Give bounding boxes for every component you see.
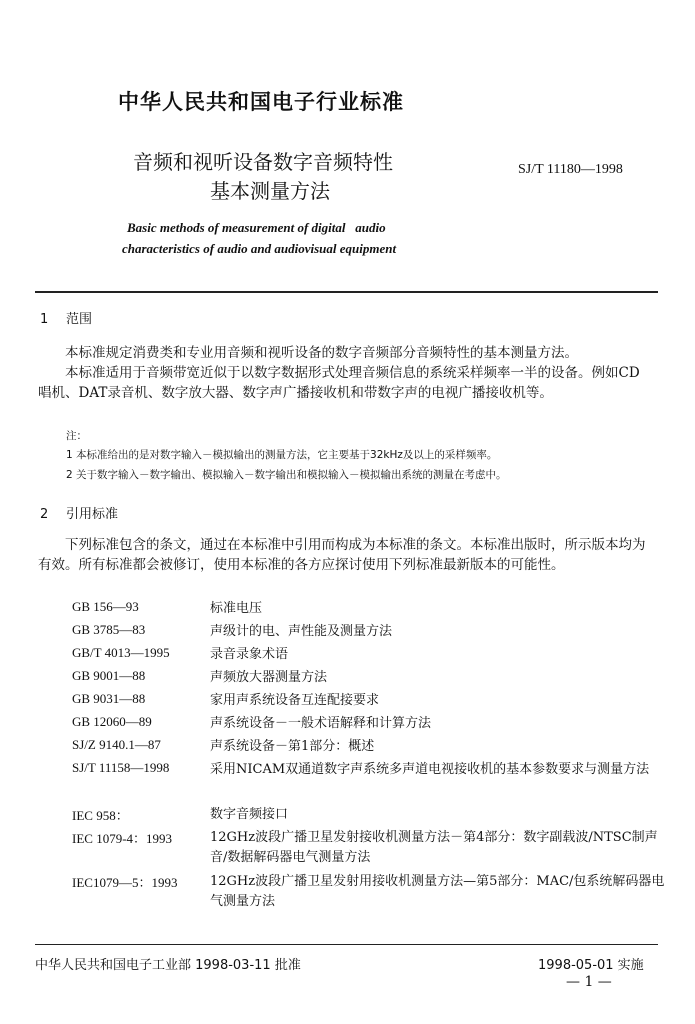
title-line-2: 基本测量方法 [210, 179, 330, 203]
note-label: 注： [66, 430, 87, 442]
footer-divider [35, 944, 658, 945]
section-2-heading [40, 503, 118, 522]
standard-code: IEC1079—5：1993 [72, 875, 178, 890]
page-number: — 1 — [566, 974, 612, 990]
approval-line: 中华人民共和国电子工业部 1998-03-11 批准 [35, 958, 301, 973]
references-intro: 下列标准包含的条文，通过在本标准中引用而构成为本标准的条文。本标准出版时，所示版本均为有效。所有标准都会被修订，使用本标准的各方应探讨使用下列标准最新版本的可能性。 [38, 537, 646, 573]
standard-code: SJ/Z 9140.1—87 [72, 737, 161, 752]
section-1-heading [40, 308, 92, 327]
standard-title: 采用NICAM双通道数字声系统多声道电视接收机的基本参数要求与测量方法 [210, 762, 650, 777]
standard-title: 12GHz波段广播卫星发射用接收机测量方法—第5部分：MAC/包系统解码器电气测量方法 [210, 874, 665, 909]
standard-title: 声系统设备－第1部分：概述 [210, 739, 375, 754]
standard-code: SJ/T 11180—1998 [518, 162, 623, 177]
standard-code: GB 9001—88 [72, 668, 146, 683]
section-1-number: 1 [40, 312, 49, 327]
standard-code: IEC 1079-4：1993 [72, 831, 173, 846]
standard-title: 声系统设备－一般术语解释和计算方法 [210, 716, 432, 731]
standard-title: 数字音频接口 [210, 807, 289, 822]
standard-title: 录音录象术语 [210, 647, 289, 662]
standard-title: 12GHz波段广播卫星发射接收机测量方法－第4部分：数字副载波/NTSC制声音/数据解码器电气测量方法 [210, 830, 658, 865]
section-2-intro [38, 535, 650, 575]
standard-code: GB 12060—89 [72, 714, 152, 729]
scope-paragraph-1: 本标准规定消费类和专业用音频和视听设备的数字音频部分音频特性的基本测量方法。 [65, 345, 578, 361]
section-1-title: 范围 [66, 312, 93, 327]
standard-title: 声级计的电、声性能及测量方法 [210, 624, 393, 639]
standard-code: SJ/T 11158—1998 [72, 760, 170, 775]
section-2-number: 2 [40, 507, 49, 522]
scope-paragraph-2: 本标准适用于音频带宽近似于以数字数据形式处理音频信息的系统采样频率一半的设备。例如CD唱机、DAT录音机、数字放大器、数字声广播接收机和带数字声的电视广播接收机等。 [38, 365, 640, 401]
note-2: 2 关于数字输入－数字输出、模拟输入－数字输出和模拟输入－模拟输出系统的测量在考虑中。 [66, 469, 507, 481]
english-title-line-2: characteristics of audio and audiovisual equipment [122, 241, 397, 256]
section-2-title: 引用标准 [66, 507, 119, 522]
header-divider [35, 291, 658, 293]
standard-code: GB 3785—83 [72, 622, 146, 637]
implementation-date: 1998-05-01 实施 [538, 958, 644, 973]
standard-code: GB/T 4013—1995 [72, 645, 170, 660]
standard-title: 标准电压 [210, 601, 263, 616]
title-line-1: 音频和视听设备数字音频特性 [133, 150, 393, 174]
standard-title: 家用声系统设备互连配接要求 [210, 693, 380, 708]
english-title-line-1: Basic methods of measurement of digital audio [127, 220, 386, 235]
issuing-authority: 中华人民共和国电子行业标准 [118, 90, 404, 114]
section-1-body [38, 343, 650, 403]
standard-title: 声频放大器测量方法 [210, 670, 328, 685]
standard-code: GB 9031—88 [72, 691, 146, 706]
standard-code: GB 156—93 [72, 599, 139, 614]
note-1: 1 本标准给出的是对数字输入－模拟输出的测量方法，它主要基于32kHz及以上的采样频率。 [66, 449, 498, 461]
standard-code: IEC 958： [72, 808, 129, 823]
